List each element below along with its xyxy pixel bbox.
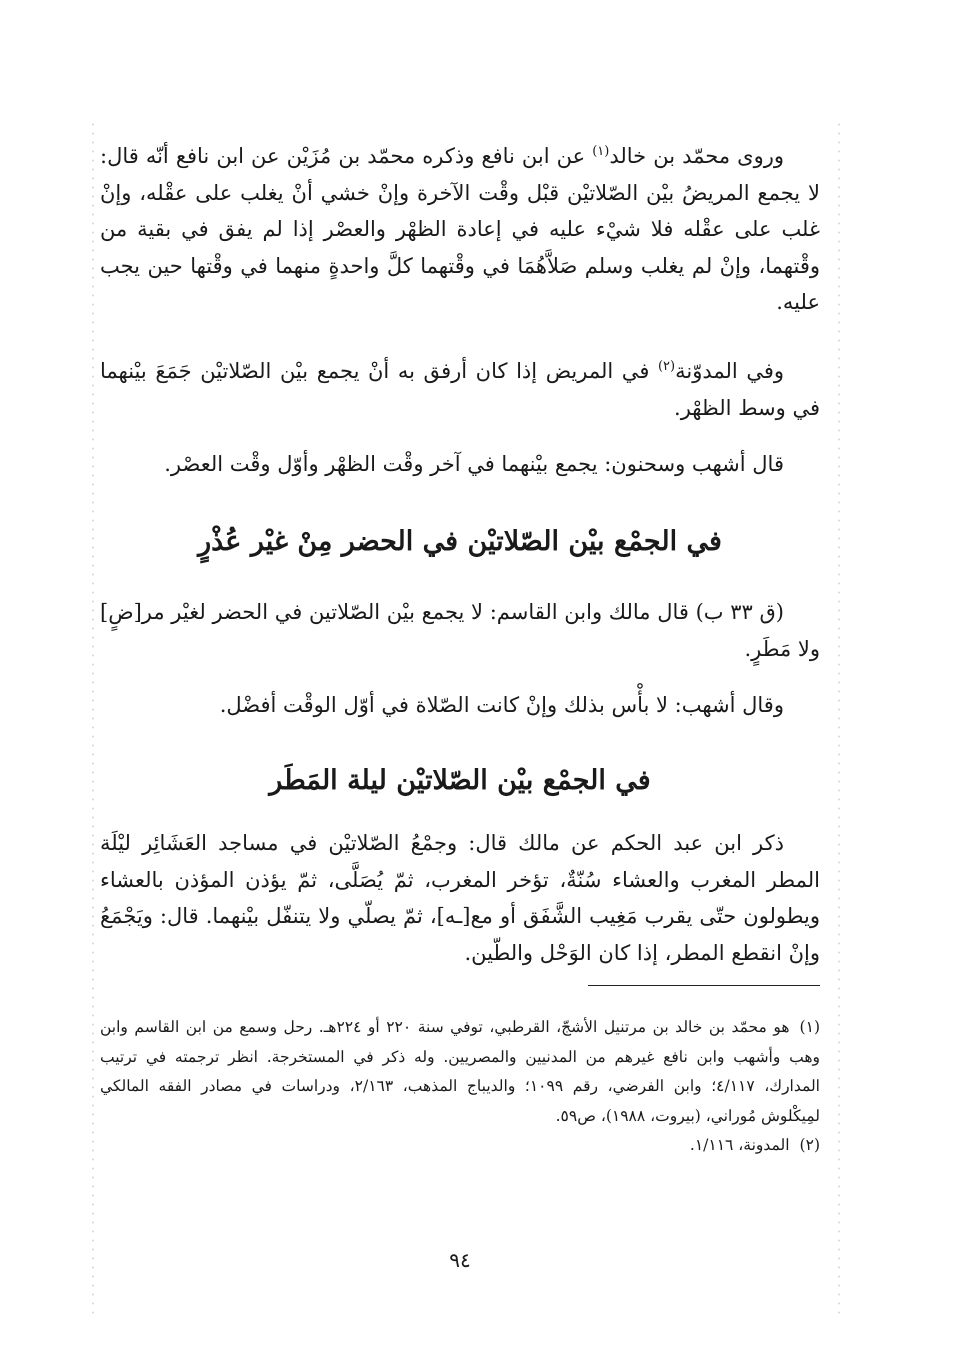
footnote-2 <box>100 1131 820 1161</box>
paragraph-4 <box>100 594 820 667</box>
footnote-number: (٢) <box>799 1136 820 1154</box>
paragraph-1 <box>100 138 820 321</box>
footnote-1 <box>100 1013 820 1131</box>
paragraph-4-text: (ق ٣٣ ب) قال مالك وابن القاسم: لا يجمع بيْن الصّلاتين في الحضر لغيْر مر[ضٍ] ولا مَطَرٍ. <box>100 600 820 661</box>
scan-margin-dots-right <box>838 120 840 1320</box>
footnotes <box>100 1013 820 1161</box>
scan-margin-dots-left <box>92 120 94 1320</box>
page-number: ٩٤ <box>449 1248 471 1272</box>
paragraph-1-rest: عن ابن نافع وذكره محمّد بن مُزَيْن عن ابن نافع أنّه قال: لا يجمع المريضُ بيْن الصّلاتيْن قبْل وقْت الآخرة وإنْ خشي أنْ يغلب على عقْله، وإنْ غلب على عقْله فلا شيْء عليه في إعادة الظهْر والعصْر إذا لم يفق في بقية من وقْتهما، وإنْ لم يغلب وسلم صَلاَّهُمَا في وقْتهما كلَّ واحدةٍ منهما في وقْتها حين يجب عليه. <box>100 144 820 314</box>
paragraph-6 <box>100 825 820 971</box>
section-heading-1: في الجمْع بيْن الصّلاتيْن في الحضر مِنْ غيْر عُذْرٍ <box>198 526 722 557</box>
footnote-text: المدونة، ١/١١٦. <box>689 1136 790 1154</box>
paragraph-5 <box>100 687 820 724</box>
footnote-ref-1[interactable]: (١) <box>592 144 610 159</box>
paragraph-3 <box>100 446 820 483</box>
paragraph-2 <box>100 353 820 426</box>
paragraph-3-text: قال أشهب وسحنون: يجمع بيْنهما في آخر وقْت الظهْر وأوّل وقْت العصْر. <box>164 452 784 476</box>
paragraph-6-text: ذكر ابن عبد الحكم عن مالك قال: وجمْعُ الصّلاتيْن في مساجد العَشَائِر ليْلَة المطر المغرب والعشاء سُنّةٌ، تؤخر المغرب، ثمّ يُصَلَّى، ثمّ يؤذن المؤذن بالعشاء ويطولون حتّى يقرب مَغِيب الشَّفَق أو مع[ـه]، ثمّ يصلّي ولا يتنفّل بيْنهما. قال: ويَجْمَعُ وإنْ انقطع المطر، إذا كان الوَحْل والطّين. <box>100 831 820 965</box>
section-heading-2: في الجمْع بيْن الصّلاتيْن ليلة المَطَر <box>269 765 651 796</box>
paragraph-5-text: وقال أشهب: لا بأْس بذلك وإنْ كانت الصّلاة في أوّل الوقْت أفضْل. <box>219 693 784 717</box>
paragraph-1-start: وروى محمّد بن خالد <box>609 144 784 168</box>
footnote-text: هو محمّد بن خالد بن مرتنيل الأشجّ، القرطبي، توفي سنة ٢٢٠ أو ٢٢٤هـ. رحل وسمع من ابن القاسم وابن وهب وأشهب وابن نافع غيرهم من المدنيين والمصريين. وله ذكر في المستخرجة. انظر ترجمته في ترتيب المدارك، ٤/١١٧؛ وابن الفرضي، رقم ١٠٩٩؛ والديباج المذهب، ٢/١٦٣، ودراسات في مصادر الفقه المالكي لمِيكْلوش مُوراني، (بيروت، ١٩٨٨)، ص٥٩. <box>100 1018 820 1125</box>
footnote-number: (١) <box>799 1018 820 1036</box>
paragraph-2-start: وفي المدوّنة <box>675 359 785 383</box>
footnote-ref-2[interactable]: (٢) <box>657 359 676 374</box>
paragraph-2-rest: في المريض إذا كان أرفق به أنْ يجمع بيْن الصّلاتيْن جَمَعَ بيْنهما في وسط الظهْر. <box>100 359 820 420</box>
footnote-separator <box>588 985 820 986</box>
